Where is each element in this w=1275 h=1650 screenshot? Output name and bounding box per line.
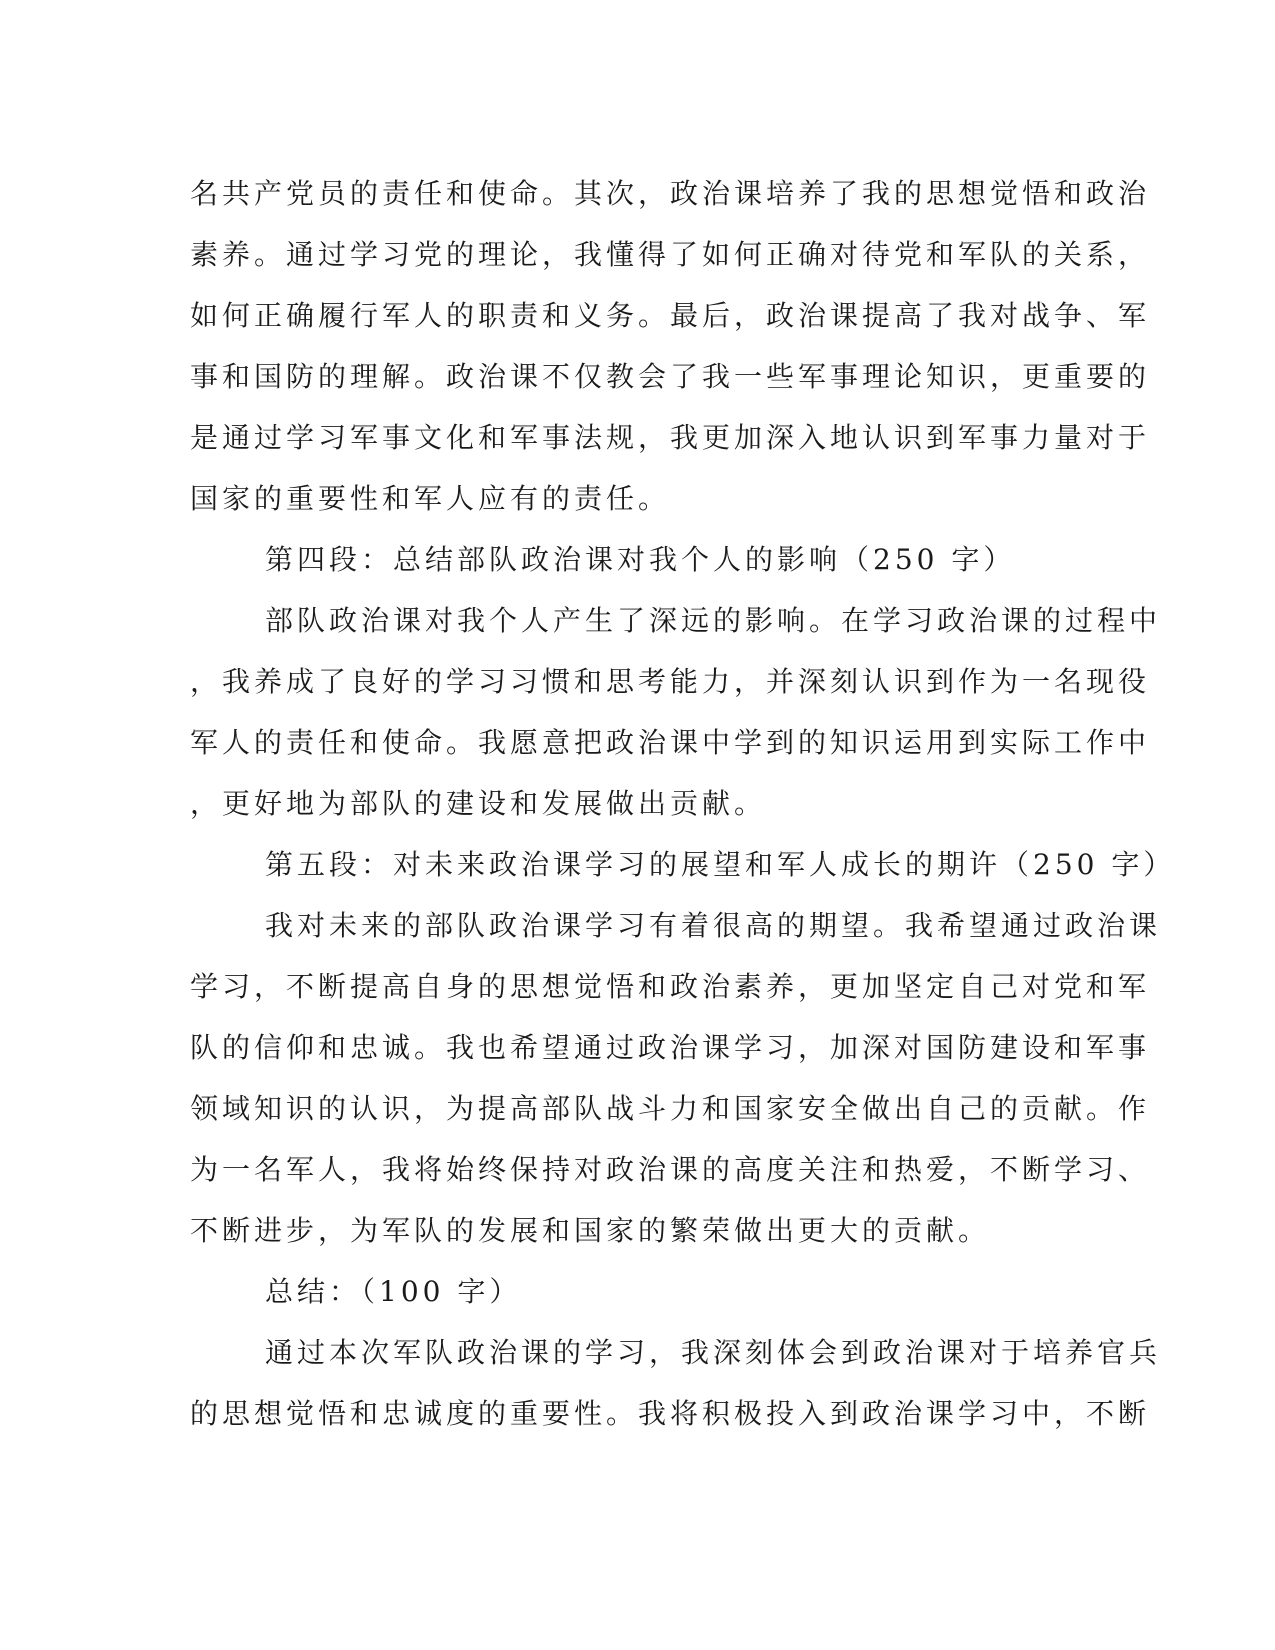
text-line: 领域知识的认识，为提高部队战斗力和国家安全做出自己的贡献。作: [190, 1092, 1151, 1125]
text-line: 学习，不断提高自身的思想觉悟和政治素养，更加坚定自己对党和军: [190, 970, 1151, 1003]
text-line: 为一名军人，我将始终保持对政治课的高度关注和热爱，不断学习、: [190, 1153, 1151, 1186]
text-line: 如何正确履行军人的职责和义务。最后，政治课提高了我对战争、军: [190, 299, 1151, 332]
text-line: 我对未来的部队政治课学习有着很高的期望。我希望通过政治课: [265, 909, 1162, 942]
section-heading-4: 第四段：总结部队政治课对我个人的影响（250 字）: [265, 543, 1016, 576]
summary-heading: 总结：（100 字）: [265, 1275, 522, 1308]
text-line: 部队政治课对我个人产生了深远的影响。在学习政治课的过程中: [265, 604, 1162, 637]
text-line: 名共产党员的责任和使命。其次，政治课培养了我的思想觉悟和政治: [190, 177, 1151, 210]
text-line: 通过本次军队政治课的学习，我深刻体会到政治课对于培养官兵: [265, 1336, 1162, 1369]
text-line: 素养。通过学习党的理论，我懂得了如何正确对待党和军队的关系，: [190, 238, 1151, 271]
text-line: 队的信仰和忠诚。我也希望通过政治课学习，加深对国防建设和军事: [190, 1031, 1151, 1064]
text-line: ，我养成了良好的学习习惯和思考能力，并深刻认识到作为一名现役: [190, 665, 1151, 698]
text-line: ，更好地为部队的建设和发展做出贡献。: [190, 787, 767, 820]
text-line: 不断进步，为军队的发展和国家的繁荣做出更大的贡献。: [190, 1214, 991, 1247]
section-heading-5: 第五段：对未来政治课学习的展望和军人成长的期许（250 字）: [265, 848, 1176, 881]
text-line: 是通过学习军事文化和军事法规，我更加深入地认识到军事力量对于: [190, 421, 1151, 454]
text-line: 的思想觉悟和忠诚度的重要性。我将积极投入到政治课学习中，不断: [190, 1397, 1151, 1430]
text-line: 军人的责任和使命。我愿意把政治课中学到的知识运用到实际工作中: [190, 726, 1151, 759]
document-body: [190, 163, 1176, 1444]
text-line: 事和国防的理解。政治课不仅教会了我一些军事理论知识，更重要的: [190, 360, 1151, 393]
text-line: 国家的重要性和军人应有的责任。: [190, 482, 671, 515]
